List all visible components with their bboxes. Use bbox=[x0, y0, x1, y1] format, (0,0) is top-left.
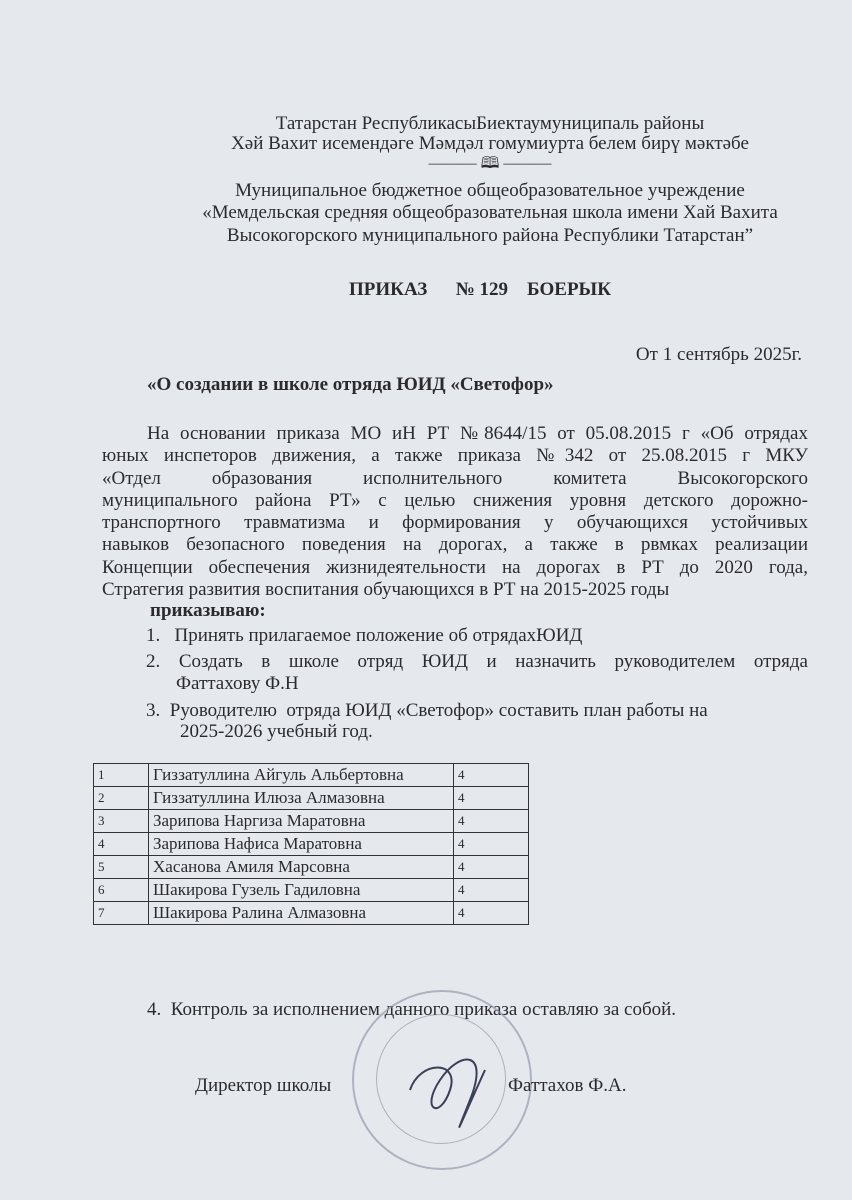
student-name: Зарипова Нафиса Маратовна bbox=[149, 833, 454, 856]
student-name: Зарипова Наргиза Маратовна bbox=[149, 810, 454, 833]
header-line-4: «Мемдельская средняя общеобразовательная школа имени Хай Вахита bbox=[202, 202, 778, 223]
row-number: 6 bbox=[94, 879, 149, 902]
row-number: 1 bbox=[94, 764, 149, 787]
student-grade: 4 bbox=[454, 764, 529, 787]
student-name: Гиззатуллина Илюза Алмазовна bbox=[149, 787, 454, 810]
order-date: От 1 сентябрь 2025г. bbox=[635, 344, 802, 365]
body-line: На основании приказа МО иН РТ №8644/15 от 05.08.2015 г «Об отрядах bbox=[147, 423, 808, 444]
student-grade: 4 bbox=[454, 787, 529, 810]
signature-role: Директор школы bbox=[195, 1075, 332, 1096]
body-paragraph bbox=[102, 423, 808, 601]
table-row bbox=[94, 787, 529, 810]
table-row bbox=[94, 833, 529, 856]
student-name: Шакирова Ралина Алмазовна bbox=[149, 902, 454, 925]
student-name: Шакирова Гузель Гадиловна bbox=[149, 879, 454, 902]
row-number: 4 bbox=[94, 833, 149, 856]
student-grade: 4 bbox=[454, 902, 529, 925]
book-ornament-icon: ——— 🕮 ——— bbox=[428, 155, 552, 172]
body-line: юных инспеторов движения, а также приказа №342 от 25.08.2015 г МКУ bbox=[102, 445, 808, 467]
body-line: Концепции обеспечения жизнидеятельности на дорогах в РТ до 2020 года, bbox=[102, 556, 808, 578]
header-line-1: Татарстан РеспубликасыБиектаумуниципаль районы bbox=[275, 113, 705, 134]
item-4: 4. Контроль за исполнением данного приказа оставляю за собой. bbox=[147, 999, 677, 1020]
student-grade: 4 bbox=[454, 856, 529, 879]
item-3: 3. Руоводителю отряда ЮИД «Светофор» составить план работы на bbox=[146, 700, 708, 721]
order-title: ПРИКАЗ № 129 БОЕРЫК bbox=[349, 279, 611, 300]
table-row bbox=[94, 879, 529, 902]
header-line-3: Муниципальное бюджетное общеобразовательное учреждение bbox=[235, 180, 745, 201]
student-grade: 4 bbox=[454, 879, 529, 902]
student-grade: 4 bbox=[454, 810, 529, 833]
row-number: 2 bbox=[94, 787, 149, 810]
header-line-5: Высокогорского муниципального района Республики Татарстан” bbox=[226, 225, 754, 246]
item-2-cont: Фаттахову Ф.Н bbox=[176, 673, 299, 694]
body-line: «Отдел образования исполнительного комитета Высокогорского bbox=[102, 467, 808, 489]
body-line: муниципального района РТ» с целью снижения уровня детского дорожно- bbox=[102, 489, 808, 511]
body-line: Стратегия развития воспитания обучающихся в РТ на 2015-2025 годы bbox=[102, 579, 670, 601]
order-subject: «О создании в школе отряда ЮИД «Светофор» bbox=[147, 374, 554, 395]
row-number: 5 bbox=[94, 856, 149, 879]
student-grade: 4 bbox=[454, 833, 529, 856]
row-number: 3 bbox=[94, 810, 149, 833]
item-3-cont: 2025-2026 учебный год. bbox=[180, 721, 373, 742]
students-table bbox=[93, 763, 529, 925]
body-line: транспортного травматизма и формирования у обучающихся устойчивых bbox=[102, 512, 808, 534]
body-line: навыков безопасного поведения на дорогах, а также в рвмках реализации bbox=[102, 534, 808, 556]
student-name: Гиззатуллина Айгуль Альбертовна bbox=[149, 764, 454, 787]
item-2: 2. Создать в школе отряд ЮИД и назначить руководителем отряда bbox=[146, 651, 808, 672]
signature-name: Фаттахов Ф.А. bbox=[508, 1075, 627, 1096]
row-number: 7 bbox=[94, 902, 149, 925]
table-row bbox=[94, 810, 529, 833]
header-line-2: Хәй Вахит исемендәге Мәмдәл гомумиурта белем бирү мәктәбе bbox=[231, 133, 749, 154]
table-row bbox=[94, 902, 529, 925]
item-1: 1. Принять прилагаемое положение об отрядахЮИД bbox=[146, 625, 583, 646]
signature-mark bbox=[400, 1050, 510, 1130]
order-word: приказываю: bbox=[150, 600, 266, 621]
table-row bbox=[94, 764, 529, 787]
table-row bbox=[94, 856, 529, 879]
student-name: Хасанова Амиля Марсовна bbox=[149, 856, 454, 879]
